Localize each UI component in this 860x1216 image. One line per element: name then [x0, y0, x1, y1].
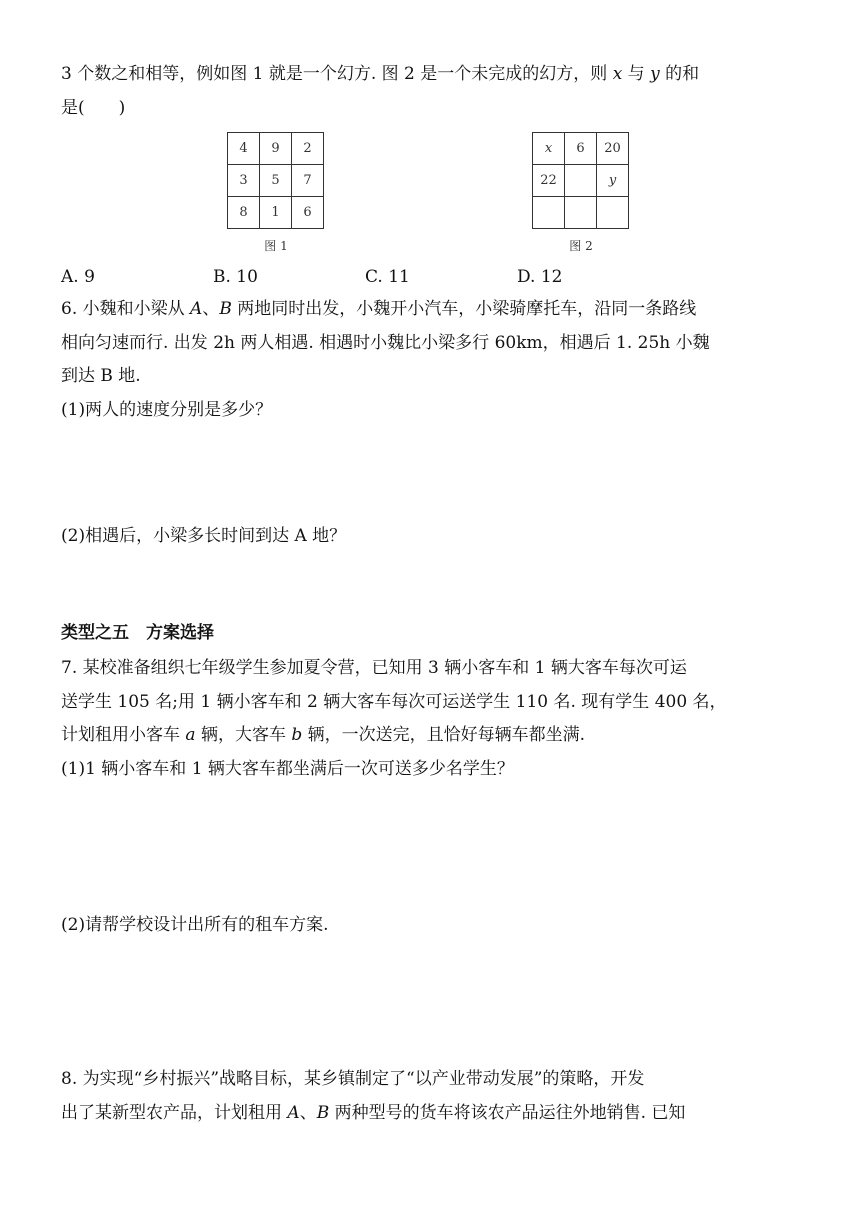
- grid-cell: 22: [533, 165, 565, 197]
- q7-line3: 计划租用小客车 a 辆，大客车 b 辆，一次送完，且恰好每辆车都坐满.: [61, 725, 586, 745]
- magic-square-figure-1: [227, 132, 324, 229]
- q8-line2: 出了某新型农产品，计划租用 A、B 两种型号的货车将该农产品运往外地销售. 已知: [61, 1103, 686, 1123]
- grid-cell: 8: [228, 197, 260, 229]
- grid-cell: 2: [292, 133, 324, 165]
- grid-cell: [597, 197, 629, 229]
- grid-cell: [565, 165, 597, 197]
- q7-subquestion-2: (2)请帮学校设计出所有的租车方案.: [61, 915, 329, 935]
- grid-cell: 6: [292, 197, 324, 229]
- option-c: C. 11: [365, 267, 410, 287]
- grid-cell: x: [533, 133, 565, 165]
- q6-subquestion-1: (1)两人的速度分别是多少？: [61, 400, 273, 420]
- q5-line2: 是( ): [61, 98, 126, 118]
- figure-2-caption: 图 2: [569, 239, 593, 253]
- q6-line1: 6. 小魏和小梁从 A、B 两地同时出发，小魏开小汽车，小梁骑摩托车，沿同一条路线: [61, 299, 697, 319]
- option-a: A. 9: [61, 267, 95, 287]
- option-d: D. 12: [517, 267, 563, 287]
- grid-cell: 9: [260, 133, 292, 165]
- q7-line2: 送学生 105 名;用 1 辆小客车和 2 辆大客车每次可运送学生 110 名. 现有学生 400 名，: [61, 692, 727, 712]
- section-heading: 类型之五 方案选择: [61, 623, 214, 643]
- q6-subquestion-2: (2)相遇后，小梁多长时间到达 A 地？: [61, 526, 347, 546]
- grid-cell: 20: [597, 133, 629, 165]
- grid-cell: [565, 197, 597, 229]
- q7-subquestion-1: (1)1 辆小客车和 1 辆大客车都坐满后一次可送多少名学生？: [61, 759, 514, 779]
- q5-line1: 3 个数之和相等，例如图 1 就是一个幻方. 图 2 是一个未完成的幻方，则 x 与 y 的和: [61, 64, 700, 84]
- q6-line3: 到达 B 地.: [61, 366, 141, 386]
- q6-line2: 相向匀速而行. 出发 2h 两人相遇. 相遇时小魏比小梁多行 60km，相遇后 1. 25h 小魏: [61, 333, 710, 353]
- grid-cell: 6: [565, 133, 597, 165]
- magic-square-figure-2: [532, 132, 629, 229]
- q7-line1: 7. 某校准备组织七年级学生参加夏令营，已知用 3 辆小客车和 1 辆大客车每次可运: [61, 658, 687, 678]
- grid-cell: 7: [292, 165, 324, 197]
- grid-cell: y: [597, 165, 629, 197]
- option-b: B. 10: [213, 267, 258, 287]
- grid-cell: 1: [260, 197, 292, 229]
- q8-line1: 8. 为实现“乡村振兴”战略目标，某乡镇制定了“以产业带动发展”的策略，开发: [61, 1069, 645, 1089]
- grid-cell: 5: [260, 165, 292, 197]
- figure-1-caption: 图 1: [264, 239, 288, 253]
- grid-cell: 3: [228, 165, 260, 197]
- grid-cell: [533, 197, 565, 229]
- grid-cell: 4: [228, 133, 260, 165]
